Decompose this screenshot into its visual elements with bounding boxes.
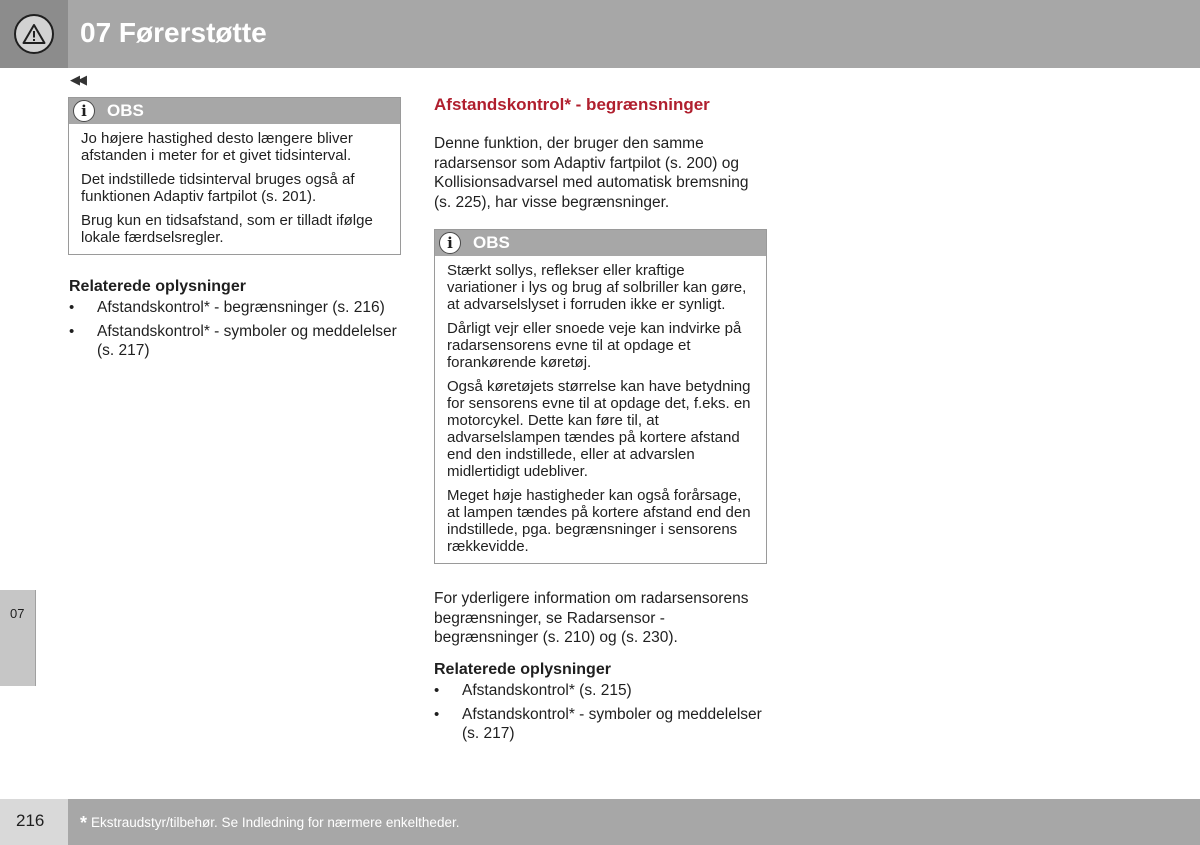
- info-icon: i: [439, 232, 461, 254]
- obs-paragraph: Det indstillede tidsinterval bruges også af funktionen Adaptiv fartpilot (s. 201).: [81, 171, 355, 205]
- info-icon: i: [73, 100, 95, 122]
- header-icon-cell: [0, 0, 68, 68]
- obs-note-right: [434, 229, 767, 564]
- obs-paragraph: Brug kun en tidsafstand, som er tilladt ifølge lokale færdselsregler.: [81, 212, 373, 246]
- chapter-title: 07 Førerstøtte: [80, 17, 267, 48]
- section-title: Afstandskontrol* - begrænsninger: [434, 95, 710, 114]
- obs-body: [435, 256, 766, 563]
- related-heading-right: Relaterede oplysninger: [434, 661, 611, 678]
- footnote-text: Ekstraudstyr/tilbehør. Se Indledning for nærmere enkeltheder.: [91, 815, 460, 830]
- obs-paragraph: Dårligt vejr eller snoede veje kan indvirke på radarsensorens evne til at opdage et forankørende køretøj.: [447, 320, 742, 371]
- obs-header: [69, 98, 400, 124]
- related-list-right: [434, 681, 767, 748]
- related-link[interactable]: • Afstandskontrol* - begrænsninger (s. 216): [69, 298, 401, 317]
- back-marker: ◀◀: [70, 72, 84, 87]
- related-list-left: [69, 298, 401, 365]
- obs-body: [69, 124, 400, 254]
- footnote: [80, 813, 459, 834]
- related-link[interactable]: • Afstandskontrol* - symboler og meddelelser (s. 217): [69, 322, 401, 360]
- chapter-tab-label: 07: [10, 606, 25, 621]
- obs-paragraph: Meget høje hastigheder kan også forårsage, at lampen tændes på kortere afstand end den indstillede, pga. begrænsninger i sensorens rækkevidde.: [447, 487, 751, 555]
- obs-header: [435, 230, 766, 256]
- related-heading-left: Relaterede oplysninger: [69, 278, 246, 295]
- chapter-tab[interactable]: [0, 590, 36, 686]
- intro-paragraph: Denne funktion, der bruger den samme radarsensor som Adaptiv fartpilot (s. 200) og Kollisionsadvarsel med automatisk bremsning (s. 225), har visse begrænsninger.: [434, 135, 749, 211]
- obs-label: OBS: [107, 101, 144, 120]
- warning-triangle-icon: [14, 14, 54, 54]
- related-link[interactable]: • Afstandskontrol* - symboler og meddelelser (s. 217): [434, 705, 767, 743]
- page-number: 216: [16, 811, 45, 830]
- page-number-cell: [0, 799, 68, 845]
- related-link[interactable]: • Afstandskontrol* (s. 215): [434, 681, 767, 700]
- obs-paragraph: Jo højere hastighed desto længere bliver afstanden i meter for et givet tidsinterval.: [81, 130, 353, 164]
- obs-paragraph: Også køretøjets størrelse kan have betydning for sensorens evne til at opdage det, f.eks. en motorcykel. Dette kan føre til, at advarselslampen tændes på kortere afstand end den indstillede, eller at advarslen midlertidigt udebliver.: [447, 378, 751, 480]
- footnote-star: *: [80, 813, 88, 833]
- more-info-paragraph: For yderligere information om radarsensorens begrænsninger, se Radarsensor - begrænsninger (s. 210) og (s. 230).: [434, 590, 749, 646]
- obs-note-left: [68, 97, 401, 255]
- obs-paragraph: Stærkt sollys, reflekser eller kraftige variationer i lys og brug af solbriller kan gøre, at advarselslyset i forruden ikke er synligt.: [447, 262, 747, 313]
- obs-label: OBS: [473, 233, 510, 252]
